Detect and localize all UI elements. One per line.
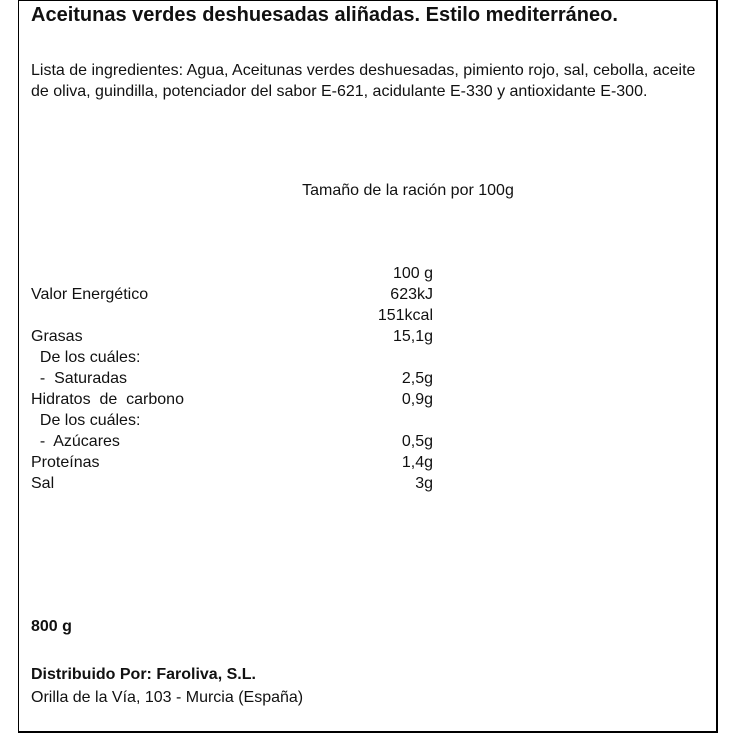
ingredients-list: Lista de ingredientes: Agua, Aceitunas verdes deshuesadas, pimiento rojo, sal, cebolla, aceite de oliva, guindilla, potenciador del sabor E-621, acidulante E-330 y antioxidante E-300.: [31, 62, 696, 100]
nutrition-label-sugars: - Azúcares: [31, 433, 120, 450]
nutrition-value-carbohydrates: 0,9g: [401, 391, 433, 408]
distributor-name: Distribuido Por: Faroliva, S.L.: [31, 666, 256, 683]
nutrition-label-protein: Proteínas: [31, 454, 100, 471]
nutrition-label-carbs-of-which: De los cuáles:: [31, 412, 141, 429]
nutrition-label-energy: Valor Energético: [31, 286, 149, 303]
nutrition-value-salt: 3g: [415, 475, 433, 492]
top-divider: [18, 0, 718, 1]
serving-size: Tamaño de la ración por 100g: [302, 182, 514, 199]
nutrition-label-fat-of-which: De los cuáles:: [31, 349, 141, 366]
nutrition-value-energy-kj: 623kJ: [390, 286, 433, 303]
nutrition-value-energy-kcal: 151kcal: [377, 307, 433, 324]
nutrition-column-header: 100 g: [392, 265, 433, 282]
nutrition-label-carbohydrates: Hidratos de carbono: [31, 391, 184, 408]
nutrition-label-salt: Sal: [31, 475, 55, 492]
distributor-address: Orilla de la Vía, 103 - Murcia (España): [31, 689, 304, 706]
nutrition-value-sugars: 0,5g: [401, 433, 433, 450]
nutrition-value-fat: 15,1g: [392, 328, 433, 345]
nutrition-label-fat: Grasas: [31, 328, 83, 345]
nutrition-value-protein: 1,4g: [401, 454, 433, 471]
product-title: Aceitunas verdes deshuesadas aliñadas. Estilo mediterráneo.: [31, 4, 618, 26]
nutrition-value-saturated: 2,5g: [401, 370, 433, 387]
nutrition-label-saturated: - Saturadas: [31, 370, 128, 387]
net-weight: 800 g: [31, 618, 72, 635]
